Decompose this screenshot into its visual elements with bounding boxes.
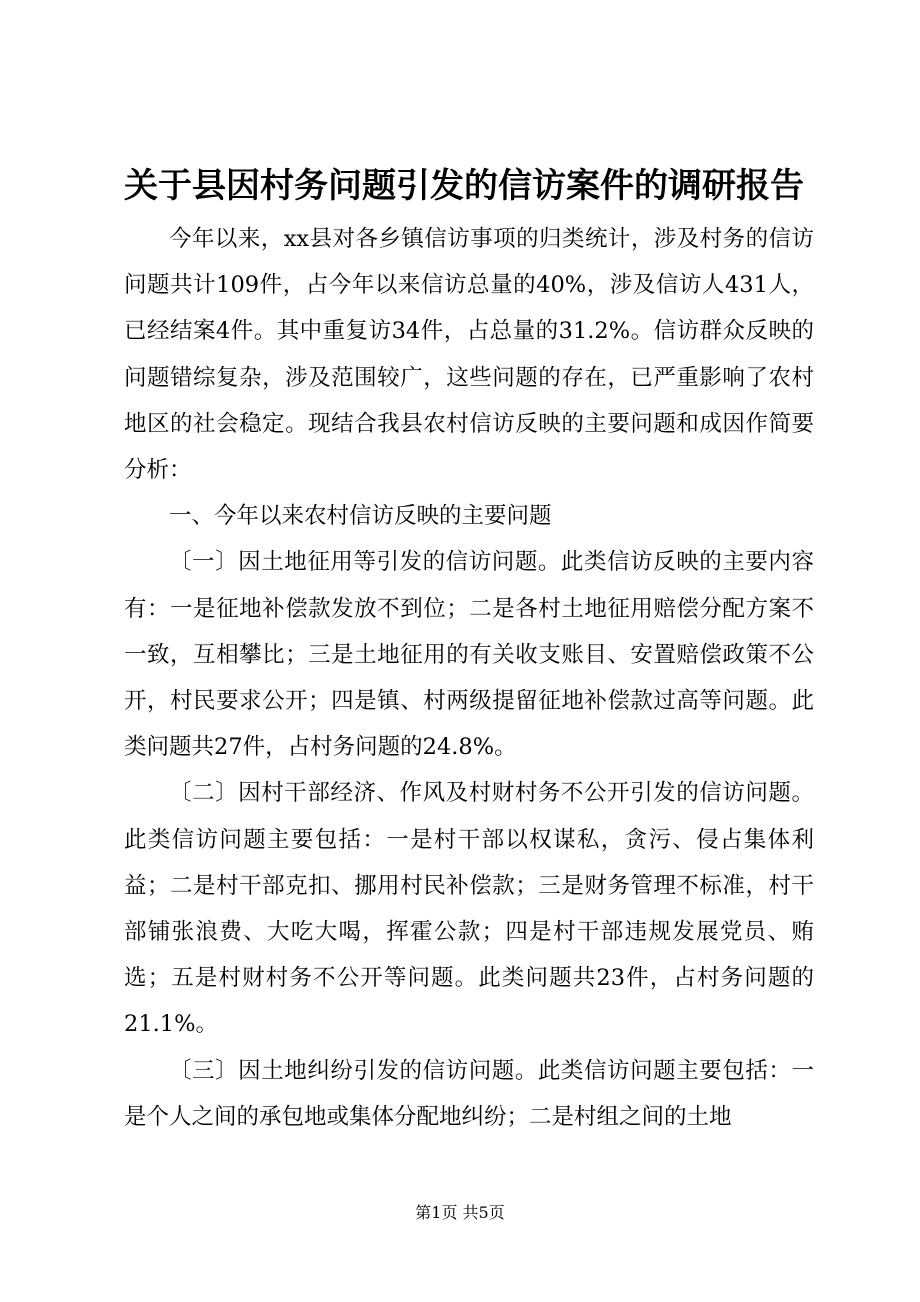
document-content bbox=[124, 162, 814, 1140]
paragraph-land-requisition: 〔一〕因土地征用等引发的信访问题。此类信访反映的主要内容有：一是征地补偿款发放不到位；二是各村土地征用赔偿分配方案不一致，互相攀比；三是土地征用的有关收支账目、安置赔偿政策不公开，村民要求公开；四是镇、村两级提留征地补偿款过高等问题。此类问题共27件，占村务问题的24.8%。 bbox=[124, 549, 814, 761]
paragraph-village-cadres: 〔二〕因村干部经济、作风及村财村务不公开引发的信访问题。此类信访问题主要包括：一是村干部以权谋私，贪污、侵占集体利益；二是村干部克扣、挪用村民补偿款；三是财务管理不标准，村干部铺张浪费、大吃大喝，挥霍公款；四是村干部违规发展党员、贿选；五是村财村务不公开等问题。此类问题共23件，占村务问题的21.1%。 bbox=[124, 780, 814, 1038]
document-title: 关于县因村务问题引发的信访案件的调研报告 bbox=[124, 166, 804, 206]
paragraph-land-disputes: 〔三〕因土地纠纷引发的信访问题。此类信访问题主要包括：一是个人之间的承包地或集体分配地纠纷；二是村组之间的土地 bbox=[124, 1057, 814, 1130]
document-body bbox=[124, 216, 814, 1140]
paragraph-intro: 今年以来，xx县对各乡镇信访事项的归类统计，涉及村务的信访问题共计109件，占今年以来信访总量的40%，涉及信访人431人，已经结案4件。其中重复访34件，占总量的31.2%。信访群众反映的问题错综复杂，涉及范围较广，这些问题的存在，已严重影响了农村地区的社会稳定。现结合我县农村信访反映的主要问题和成因作简要分析： bbox=[124, 226, 814, 484]
section-heading-main-problems: 一、今年以来农村信访反映的主要问题 bbox=[169, 503, 552, 530]
page-number-footer: 第1页 共5页 bbox=[415, 1203, 505, 1222]
